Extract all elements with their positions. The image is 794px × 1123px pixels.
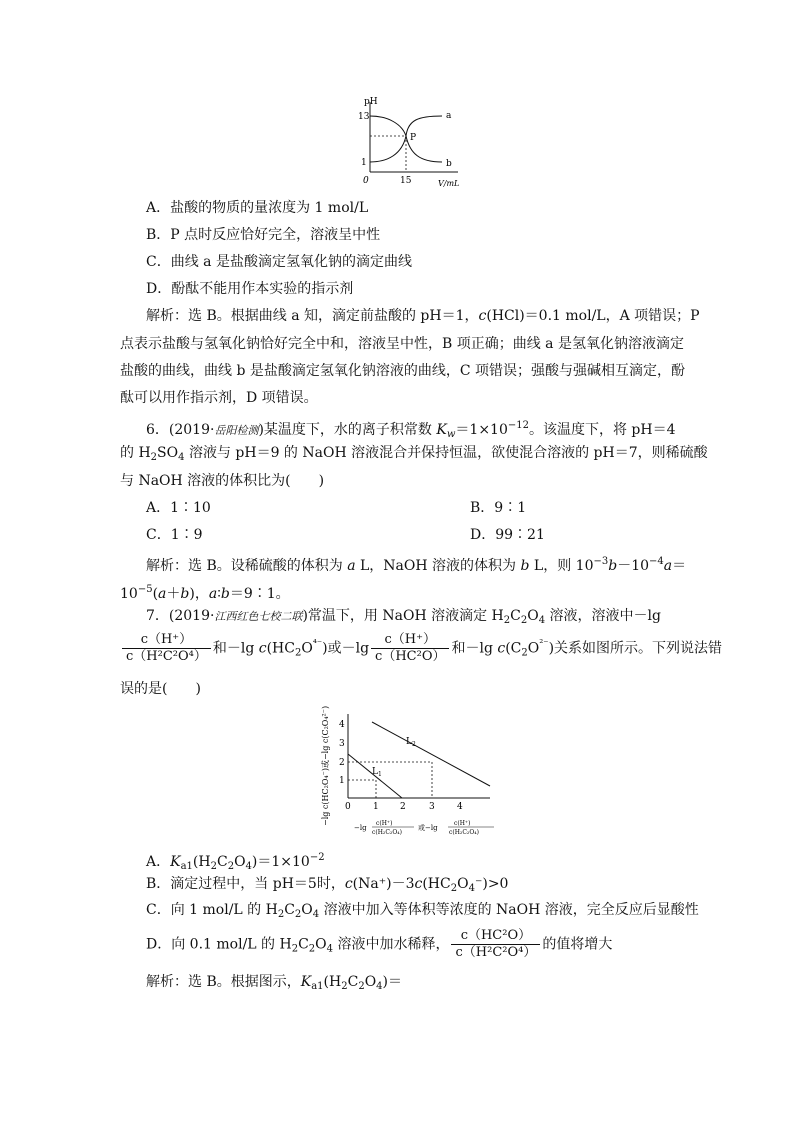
q5-option-c: C．曲线 a 是盐酸滴定氢氧化钠的滴定曲线 — [146, 254, 412, 270]
line-L2 — [372, 722, 490, 786]
y-tick-1: 1 — [339, 776, 345, 786]
text: c — [258, 640, 267, 657]
x-label-num2: c(H⁺) — [454, 820, 471, 827]
text: SO — [157, 445, 179, 461]
label-L2 — [406, 737, 416, 748]
q7-option-b — [146, 874, 508, 899]
x-tick-1: 1 — [373, 802, 379, 812]
text: )常温下，用 NaOH 溶液滴定 H — [302, 608, 504, 624]
text: O — [527, 640, 540, 657]
text: )＝1×10 — [251, 854, 310, 870]
text: 4 — [178, 452, 185, 463]
q7-option-d — [146, 928, 612, 961]
text: c — [414, 876, 423, 892]
q6-analysis-line1 — [146, 552, 686, 576]
text: c — [497, 640, 506, 657]
text: ＝ — [672, 558, 687, 574]
text: b — [608, 558, 618, 574]
y-tick-4: 4 — [339, 720, 345, 730]
text: O — [457, 876, 469, 892]
text: (HC — [422, 876, 451, 892]
text: a — [663, 558, 673, 574]
text: a1 — [180, 861, 193, 872]
text: O — [364, 974, 377, 990]
text: K — [436, 422, 447, 438]
text: 2 — [308, 943, 316, 955]
text: 。该温度下，将 pH＝4 — [528, 422, 676, 438]
q5-option-b: B．P 点时反应恰好完全，溶液呈中性 — [146, 227, 381, 243]
lg-relationship-figure — [314, 706, 510, 842]
text: −12 — [507, 420, 529, 431]
q6-option-a: A．1∶10 — [146, 500, 211, 516]
text: (H — [192, 854, 211, 870]
text: 2 — [150, 452, 158, 463]
text: 2 — [503, 615, 511, 626]
x-label-num1: c(H⁺) — [376, 820, 393, 827]
x-label-den2: c(H₂C₂O₄) — [449, 829, 479, 836]
q7-stem-line3: 误的是( ) — [120, 681, 201, 697]
y-tick-2: 2 — [339, 758, 345, 768]
text: C — [284, 902, 295, 918]
text: )， — [189, 586, 209, 602]
q5-analysis-line3: 盐酸的曲线，曲线 b 是盐酸滴定氢氧化钠溶液的曲线，C 项错误；强酸与强碱相互滴定，酚 — [120, 363, 686, 379]
q6-source: 岳阳检测 — [214, 424, 259, 437]
text: C — [216, 854, 228, 870]
text: 2 — [277, 909, 285, 920]
text: 10 — [120, 586, 138, 602]
x-axis-label: V/mL — [438, 179, 460, 188]
text: 的值将增大 — [542, 936, 613, 953]
curve-b — [370, 116, 442, 162]
text: a — [347, 558, 356, 574]
text: 2 — [450, 883, 458, 894]
text: 和－lg — [451, 640, 498, 657]
text: －10 — [617, 558, 650, 574]
q5-analysis-line4: 酞可以用作指示剂，D 项错误。 — [120, 390, 318, 406]
text: −3 — [593, 556, 609, 567]
text: O — [527, 608, 539, 624]
q5-option-d: D．酚酞不能用作本实验的指示剂 — [146, 281, 354, 297]
text: 4 — [468, 883, 475, 894]
text: −5 — [137, 584, 153, 595]
titration-curve-figure — [358, 94, 468, 190]
text: c（H⁺） — [122, 632, 211, 649]
text: b — [520, 558, 530, 574]
q7-option-a — [146, 848, 325, 877]
text: 的 H — [120, 445, 151, 461]
text: 2 — [521, 647, 528, 659]
text: 4 — [376, 981, 383, 992]
q7-option-c — [146, 900, 699, 925]
text: 溶液，溶液中－lg — [545, 608, 661, 624]
text: 和－lg — [212, 640, 259, 657]
text: 2 — [291, 943, 299, 955]
text: 2 — [294, 909, 302, 920]
text: ＝9∶1。 — [229, 586, 290, 602]
q6-option-d: D．99∶21 — [470, 527, 545, 543]
text: 解析：选 B。根据曲线 a 知，滴定前盐酸的 pH＝1， — [146, 308, 479, 324]
text: L — [406, 737, 412, 747]
text: c（HC²O） — [375, 649, 446, 664]
text: ∶ — [217, 586, 221, 602]
text: a1 — [311, 981, 324, 992]
text: 4 — [245, 861, 252, 872]
text: )某温度下，水的离子积常数 — [258, 422, 437, 438]
text: 2 — [520, 615, 528, 626]
text: O — [315, 936, 327, 953]
text: (HCl)＝0.1 mol/L，A 项错误；P — [486, 308, 700, 324]
text: C — [298, 936, 309, 953]
text: 溶液中加入等体积等浓度的 NaOH 溶液，完全反应后显酸性 — [319, 902, 699, 918]
text: c — [478, 308, 487, 324]
text: −2 — [309, 852, 325, 863]
text: (HC — [266, 640, 295, 657]
text: 解析：选 B。设稀硫酸的体积为 — [146, 558, 348, 574]
text: c — [344, 876, 353, 892]
curve-a-label: a — [446, 111, 452, 121]
q7-analysis-line1 — [146, 972, 402, 997]
text: 解析：选 B。根据图示， — [146, 974, 301, 990]
text: ＋ — [166, 586, 181, 602]
x-tick-2: 2 — [400, 802, 406, 812]
q5-analysis-line1 — [146, 306, 700, 326]
y-tick-1: 1 — [361, 158, 367, 168]
label-L1 — [372, 767, 382, 778]
q6-stem-line3: 与 NaOH 溶液的体积比为( ) — [120, 473, 325, 489]
text: )＝ — [382, 974, 403, 990]
text: b — [180, 586, 190, 602]
text: ＝1×10 — [455, 422, 508, 438]
fraction-1 — [122, 632, 211, 665]
text: c（H²C²O⁴） — [455, 945, 537, 960]
text: L — [372, 767, 378, 777]
x-tick-3: 3 — [429, 802, 435, 812]
text: 2 — [358, 981, 365, 992]
text: 2 — [294, 647, 302, 659]
text: 2 — [210, 861, 217, 872]
text: (C — [505, 640, 522, 657]
y-tick-13: 13 — [358, 112, 370, 122]
q7-stem-line1 — [146, 606, 661, 631]
q6-analysis-line2 — [120, 580, 290, 604]
curve-b-label: b — [446, 159, 452, 169]
text: K — [170, 854, 181, 870]
fraction-2 — [371, 632, 449, 665]
text: a — [158, 586, 167, 602]
text: L，NaOH 溶液的体积为 — [355, 558, 521, 574]
text: w — [446, 429, 456, 440]
q6-number: 6．(2019· — [146, 422, 215, 438]
q6-option-b: B．9∶1 — [470, 500, 527, 516]
text: )关系如图所示。下列说法错 — [548, 640, 723, 657]
curve-a-lower — [370, 136, 406, 162]
text: O — [301, 902, 313, 918]
text: C — [347, 974, 359, 990]
text: ⁻)>0 — [474, 876, 509, 892]
text: 4 — [538, 615, 546, 626]
text: c（H⁺） — [371, 632, 449, 649]
text: 1 — [377, 771, 382, 778]
text: O — [234, 854, 246, 870]
text: b — [220, 586, 230, 602]
q5-option-a: A．盐酸的物质的量浓度为 1 mol/L — [146, 200, 369, 216]
text: ( — [152, 586, 159, 602]
x-tick-0: 0 — [345, 802, 351, 812]
text: 4 — [326, 943, 334, 955]
text: −4 — [649, 556, 664, 567]
text: 溶液中加水稀释， — [333, 936, 450, 953]
text: ²⁻ — [539, 638, 549, 650]
x-tick-15: 15 — [400, 176, 412, 186]
y-axis-label: pH — [364, 97, 378, 107]
text: K — [300, 974, 312, 990]
point-p-label: P — [410, 133, 417, 143]
x-tick-4: 4 — [457, 802, 463, 812]
text: ⁴⁻ — [312, 638, 323, 650]
text: c（H²C²O⁴） — [126, 649, 207, 664]
text: (Na⁺)－3 — [352, 876, 415, 892]
text: 溶液与 pH＝9 的 NaOH 溶液混合并保持恒温，欲使混合溶液的 pH＝7，则稀硫酸 — [184, 445, 708, 461]
origin-label: 0 — [363, 176, 369, 186]
q6-stem-line1 — [146, 416, 676, 445]
text: a — [208, 586, 218, 602]
y-tick-3: 3 — [339, 739, 345, 749]
text: D．向 0.1 mol/L 的 H — [146, 936, 292, 953]
q7-source: 江西红色七校二联 — [214, 610, 303, 623]
fraction-d — [451, 928, 540, 961]
text: C．向 1 mol/L 的 H — [146, 902, 278, 918]
text: 2 — [341, 981, 348, 992]
text: A． — [146, 854, 171, 870]
text: C — [510, 608, 521, 624]
y-axis-label: −lg c(HC₂O₄⁻)或−lg c(C₂O₄²⁻) — [321, 706, 330, 826]
text: )或－lg — [322, 640, 370, 657]
text: B．滴定过程中，当 pH＝5时， — [146, 876, 345, 892]
q5-analysis-line2: 点表示盐酸与氢氧化钠恰好完全中和，溶液呈中性，B 项正确；曲线 a 是氢氧化钠溶液滴定 — [120, 336, 684, 352]
x-label-prefix: −lg — [354, 824, 367, 832]
x-label-den1: c(H₂C₂O₄) — [372, 829, 402, 836]
text: L，则 10 — [529, 558, 594, 574]
text: 2 — [411, 741, 416, 748]
x-label-mid: 或−lg — [418, 824, 438, 832]
text: 4 — [312, 909, 320, 920]
q6-option-c: C．1∶9 — [146, 527, 203, 543]
q7-stem-line2 — [120, 632, 722, 665]
q7-number: 7．(2019· — [146, 608, 215, 624]
text: 2 — [227, 861, 235, 872]
text: (H — [323, 974, 342, 990]
text: c（HC²O） — [451, 928, 540, 945]
text: O — [301, 640, 313, 657]
q6-stem-line2 — [120, 443, 708, 468]
